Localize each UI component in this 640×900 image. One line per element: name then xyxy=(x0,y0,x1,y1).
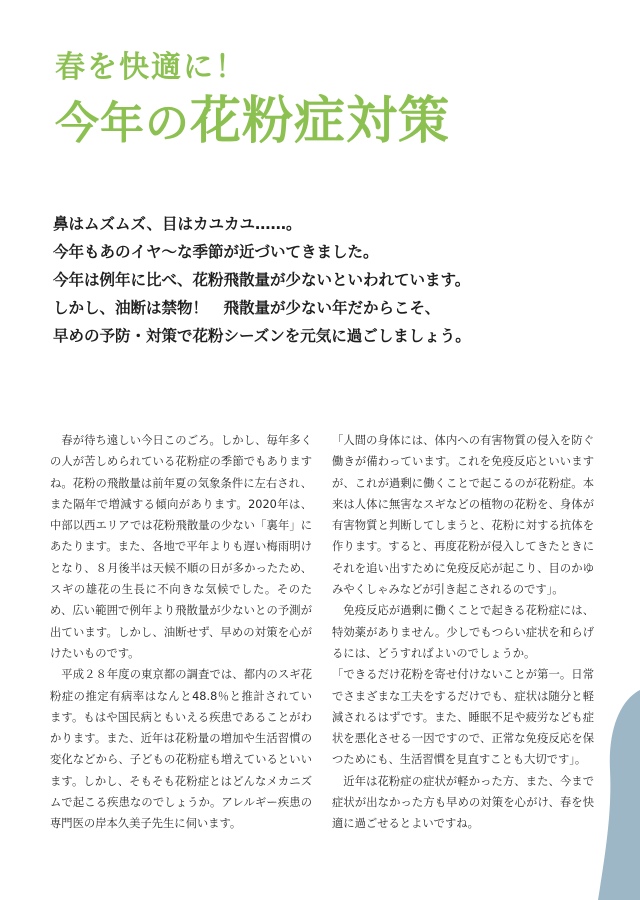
body-paragraph-quote: 「人間の身体には、体内への有害物質の侵入を防ぐ働きが備わっています。これを免疫反応といいますが、これが過剰に働くことで起こるのが花粉症。本来は人体に無害なスギなどの植物の花粉を、身体が有害物質と判断してしまうと、花粉に対する抗体を作ります。すると、再度花粉が侵入してきたときにそれを追い出すために免疫反応が起こり、目のかゆみやくしゃみなどが引き起こされるのです」。 xyxy=(332,434,594,597)
lead-line: 今年もあのイヤ～な季節が近づいてきました。 xyxy=(53,243,379,261)
title-main xyxy=(55,90,450,156)
lead-line: 早めの予防・対策で花粉シーズンを元気に過ごしましょう。 xyxy=(53,327,471,345)
title-subtitle: 春を快適に！ xyxy=(55,50,247,85)
body-paragraph: 近年は花粉症の症状が軽かった方、また、今まで症状が出なかった方も早めの対策を心がけ、春を快適に過ごせるとよいですね。 xyxy=(332,774,594,831)
lead-paragraph xyxy=(53,210,613,350)
body-paragraph: 平成２８年度の東京都の調査では、都内のスギ花粉症の推定有病率はなんと48.8％と推計されています。もはや国民病ともいえる疾患であることがわかります。また、近年は花粉量の増加や生活習慣の変化などから、子どもの花粉症も増えているといいます。しかし、そもそも花粉症とはどんなメカニズムで起こる疾患なのでしょうか。アレルギー疾患の専門医の岸本久美子先生に伺います。 xyxy=(50,668,312,831)
decorative-figure-edge xyxy=(580,690,640,900)
body-paragraph: 免疫反応が過剰に働くことで起きる花粉症には、特効薬がありません。少しでもつらい症状を和らげるには、どうすればよいのでしょうか。 xyxy=(332,604,594,660)
lead-line: 鼻はムズムズ、目はカユカユ……。 xyxy=(53,215,302,233)
title-main-prefix: 今年の xyxy=(55,98,190,149)
body-column-right xyxy=(332,430,594,835)
lead-line: しかし、油断は禁物！ 飛散量が少ない年だからこそ、 xyxy=(53,299,441,317)
body-paragraph-quote: 「できるだけ花粉を寄せ付けないことが第一。日常でさまざまな工夫をするだけでも、症状は随分と軽減されるはずです。また、睡眠不足や疲労なども症状を悪化させる一因ですので、正常な免疫反応を保つためにも、生活習慣を見直すことも大切です」。 xyxy=(332,668,594,767)
body-paragraph: 春が待ち遠しい今日このごろ。しかし、毎年多くの人が苦しめられている花粉症の季節でもありますね。花粉の飛散量は前年夏の気象条件に左右され、また隔年で増減する傾向があります。2020年は、中部以西エリアでは花粉飛散量の少ない「裏年」にあたります。また、各地で平年よりも遅い梅雨明けとなり、８月後半は天候不順の日が多かったため、スギの雄花の生長に不向きな気候でした。そのため、広い範囲で例年より飛散量が少ないとの予測が出ています。しかし、油断せず、早めの対策を心がけたいものです。 xyxy=(50,434,312,660)
lead-line: 今年は例年に比べ、花粉飛散量が少ないといわれています。 xyxy=(53,271,471,289)
body-column-left xyxy=(50,430,312,835)
title-main-emphasis: 花粉症対策 xyxy=(190,92,451,151)
decorative-sleeve-shape xyxy=(598,690,640,900)
